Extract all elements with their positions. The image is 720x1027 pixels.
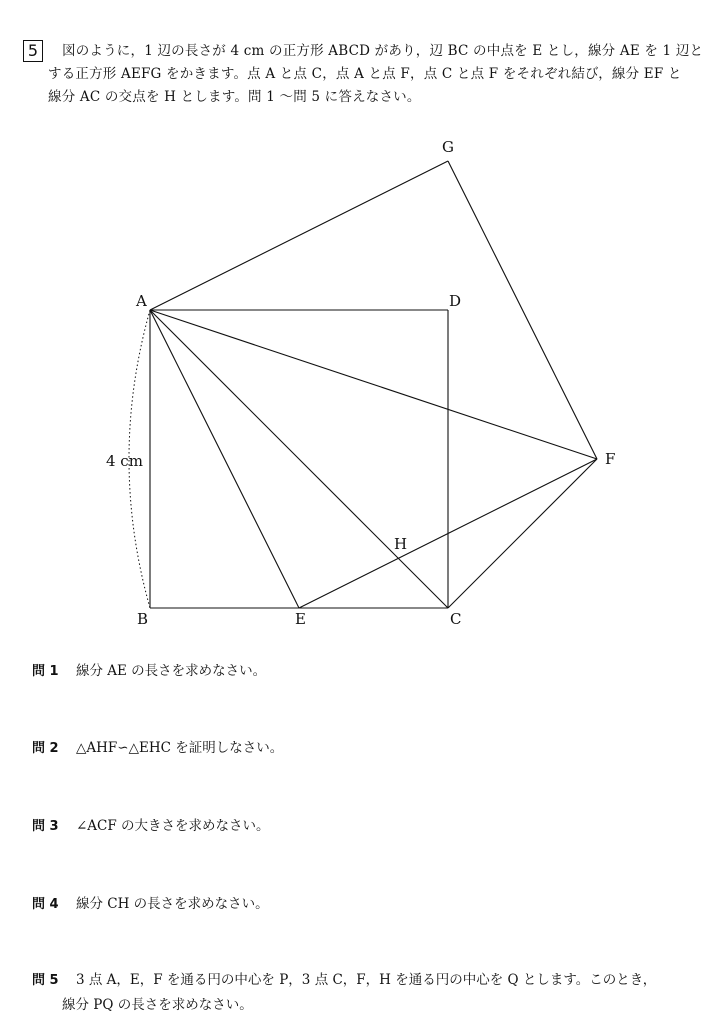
point-label-A: A xyxy=(136,292,147,310)
segment-AC xyxy=(150,310,448,608)
problem-number: 5 xyxy=(23,40,43,62)
question-3 xyxy=(32,814,270,839)
point-label-H: H xyxy=(394,535,408,553)
question-4-text: 線分 CH の長さを求めなさい。 xyxy=(76,896,269,912)
question-5-continuation: 線分 PQ の長さを求めなさい。 xyxy=(62,997,253,1013)
statement-line-2: する正方形 AEFG をかきます。点 A と点 C，点 A と点 F，点 C と点 F をそれぞれ結び，線分 EF と xyxy=(48,66,682,82)
question-2-label: 問 2 xyxy=(32,741,59,756)
question-5 xyxy=(32,968,656,1017)
question-4 xyxy=(32,892,269,917)
question-1 xyxy=(32,659,266,684)
segment-GA xyxy=(150,161,448,310)
side-length-label: 4 cm xyxy=(106,452,143,470)
point-label-E: E xyxy=(295,610,306,628)
point-label-B: B xyxy=(137,610,149,628)
question-3-text: ∠ACF の大きさを求めなさい。 xyxy=(76,818,270,834)
segment-FG xyxy=(448,161,597,459)
question-3-label: 問 3 xyxy=(32,819,59,834)
segment-AF xyxy=(150,310,597,459)
statement-line-3: 線分 AC の交点を H とします。問 1 〜問 5 に答えなさい。 xyxy=(48,89,421,105)
segment-AE xyxy=(150,310,299,608)
point-label-C: C xyxy=(450,610,462,628)
question-1-label: 問 1 xyxy=(32,664,59,679)
question-2 xyxy=(32,736,283,761)
point-label-D: D xyxy=(449,292,462,310)
statement-line-1: 図のように，1 辺の長さが 4 cm の正方形 ABCD があり，辺 BC の中点を E とし，線分 AE を 1 辺と xyxy=(62,43,704,59)
point-label-G: G xyxy=(442,138,454,156)
question-4-label: 問 4 xyxy=(32,897,59,912)
segment-CF xyxy=(448,459,597,608)
question-5-text: 3 点 A，E，F を通る円の中心を P，3 点 C，F，H を通る円の中心を Q とします。このとき， xyxy=(76,972,657,988)
question-2-text: △AHF∽△EHC を証明しなさい。 xyxy=(76,740,284,756)
question-5-label: 問 5 xyxy=(32,973,59,988)
question-1-text: 線分 AE の長さを求めなさい。 xyxy=(76,663,267,679)
point-label-F: F xyxy=(605,450,616,468)
